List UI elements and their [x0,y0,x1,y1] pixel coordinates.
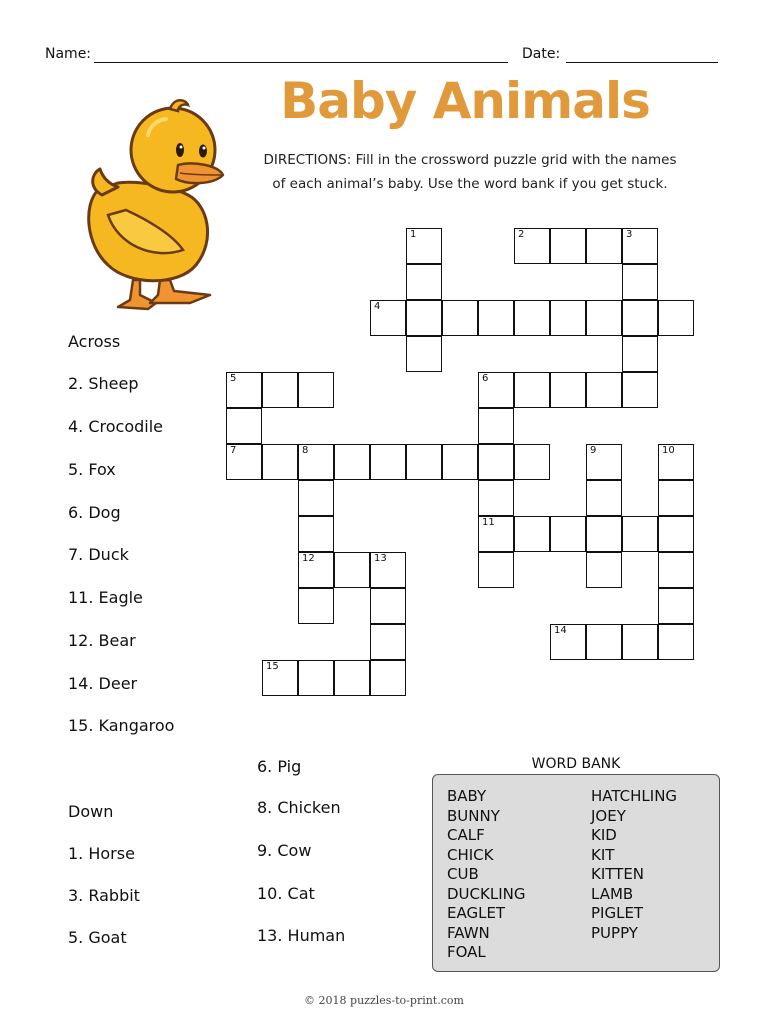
crossword-cell[interactable] [370,300,406,336]
clue-number: 10 [662,445,675,456]
down-clue: 6. Pig [257,757,302,776]
word-bank-word: FAWN [447,923,490,942]
crossword-cell[interactable] [334,552,370,588]
word-bank-word: CALF [447,826,485,844]
crossword-cell[interactable] [298,444,334,480]
down-clue: 10. Cat [257,884,315,903]
word-bank-word: PIGLET [591,904,644,922]
down-clue: 8. Chicken [257,798,341,817]
word-bank-word: JOEY [591,806,626,825]
crossword-cell[interactable] [298,552,334,588]
crossword-cell[interactable] [406,228,442,264]
crossword-cell[interactable] [442,444,478,480]
word-bank-word: LAMB [591,884,634,903]
word-bank-column-1 [447,787,525,963]
crossword-cell[interactable] [622,336,658,372]
crossword-cell[interactable] [370,624,406,660]
crossword-cell[interactable] [658,444,694,480]
crossword-cell[interactable] [658,300,694,336]
down-clue: 13. Human [257,926,346,945]
word-bank-word: PUPPY [591,923,638,942]
crossword-cell[interactable] [586,372,622,408]
name-label: Name: [45,46,92,62]
down-clue: 3. Rabbit [68,886,140,905]
crossword-cell[interactable] [406,444,442,480]
copyright-footer: © 2018 puzzles-to-print.com [304,994,464,1007]
crossword-cell[interactable] [370,660,406,696]
clue-number: 11 [482,517,495,528]
crossword-cell[interactable] [298,588,334,624]
date-label: Date: [522,46,561,62]
word-bank [432,774,720,972]
crossword-cell[interactable] [622,264,658,300]
across-clue: 14. Deer [68,674,138,693]
crossword-cell[interactable] [334,660,370,696]
across-clue: 15. Kangaroo [68,716,175,735]
clue-number: 1 [410,229,417,240]
clue-number: 14 [554,625,567,636]
crossword-cell[interactable] [298,660,334,696]
word-bank-word: KIT [591,845,615,864]
crossword-cell[interactable] [262,660,298,696]
word-bank-word: KITTEN [591,865,645,883]
clue-number: 13 [374,553,387,564]
crossword-cell[interactable] [478,516,514,552]
word-bank-word: FOAL [447,943,486,961]
word-bank-column-2 [591,787,677,943]
crossword-cell[interactable] [514,300,550,336]
duckling-icon [78,95,233,317]
crossword-cell[interactable] [514,228,550,264]
directions-line-2: of each animal’s baby. Use the word bank if you get stuck. [272,176,668,192]
across-clue: 4. Crocodile [68,417,164,436]
clue-number: 8 [302,445,309,456]
crossword-cell[interactable] [406,264,442,300]
crossword-cell[interactable] [514,444,550,480]
directions-line-1: DIRECTIONS: Fill in the crossword puzzle grid with the names [263,152,677,168]
word-bank-title: WORD BANK [531,756,621,772]
crossword-cell[interactable] [442,300,478,336]
crossword-cell[interactable] [658,516,694,552]
clue-number: 7 [230,445,237,456]
crossword-cell[interactable] [478,552,514,588]
crossword-cell[interactable] [226,372,262,408]
crossword-cell[interactable] [586,444,622,480]
crossword-cell[interactable] [298,516,334,552]
crossword-cell[interactable] [478,444,514,480]
crossword-cell[interactable] [622,300,658,336]
crossword-cell[interactable] [658,624,694,660]
name-line[interactable] [94,62,508,63]
down-heading: Down [68,802,114,821]
crossword-cell[interactable] [622,228,658,264]
crossword-cell[interactable] [406,300,442,336]
date-line[interactable] [566,62,718,63]
crossword-cell[interactable] [658,552,694,588]
clue-number: 3 [626,229,633,240]
word-bank-word: BABY [447,787,487,805]
crossword-cell[interactable] [658,480,694,516]
crossword-cell[interactable] [550,624,586,660]
across-clue: 2. Sheep [68,374,139,393]
clue-number: 2 [518,229,525,240]
crossword-cell[interactable] [370,444,406,480]
across-clue: 7. Duck [68,545,129,564]
crossword-cell[interactable] [226,444,262,480]
crossword-cell[interactable] [586,228,622,264]
crossword-cell[interactable] [586,624,622,660]
crossword-cell[interactable] [226,408,262,444]
down-clue: 9. Cow [257,841,312,860]
word-bank-word: DUCKLING [447,884,526,903]
crossword-cell[interactable] [478,372,514,408]
crossword-cell[interactable] [478,480,514,516]
crossword-cell[interactable] [514,516,550,552]
clue-number: 9 [590,445,597,456]
crossword-cell[interactable] [586,516,622,552]
crossword-cell[interactable] [478,408,514,444]
crossword-cell[interactable] [298,480,334,516]
crossword-cell[interactable] [550,228,586,264]
crossword-cell[interactable] [514,372,550,408]
down-clue: 5. Goat [68,928,127,947]
crossword-cell[interactable] [622,624,658,660]
clue-number: 15 [266,661,279,672]
across-clue: 12. Bear [68,631,136,650]
word-bank-word: BUNNY [447,806,500,825]
word-bank-word: CHICK [447,845,494,864]
crossword-cell[interactable] [334,444,370,480]
crossword-cell[interactable] [298,372,334,408]
crossword-cell[interactable] [262,444,298,480]
crossword-cell[interactable] [586,480,622,516]
crossword-cell[interactable] [550,372,586,408]
clue-number: 12 [302,553,315,564]
clue-number: 5 [230,373,237,384]
word-bank-word: EAGLET [447,904,506,922]
clue-number: 6 [482,373,489,384]
crossword-cell[interactable] [262,372,298,408]
across-heading: Across [68,332,121,351]
crossword-cell[interactable] [370,552,406,588]
clue-number: 4 [374,301,381,312]
crossword-cell[interactable] [370,588,406,624]
word-bank-word: HATCHLING [591,787,678,805]
across-clue: 11. Eagle [68,588,143,607]
page-title: Baby Animals [280,72,650,130]
down-clue: 1. Horse [68,844,135,863]
crossword-cell[interactable] [550,300,586,336]
across-clue: 6. Dog [68,503,121,522]
word-bank-word: CUB [447,865,479,883]
crossword-cell[interactable] [658,588,694,624]
crossword-cell[interactable] [406,336,442,372]
crossword-cell[interactable] [550,516,586,552]
crossword-cell[interactable] [586,552,622,588]
crossword-cell[interactable] [586,300,622,336]
crossword-cell[interactable] [622,516,658,552]
word-bank-word: KID [591,826,617,844]
crossword-cell[interactable] [622,372,658,408]
across-clue: 5. Fox [68,460,116,479]
crossword-cell[interactable] [478,300,514,336]
